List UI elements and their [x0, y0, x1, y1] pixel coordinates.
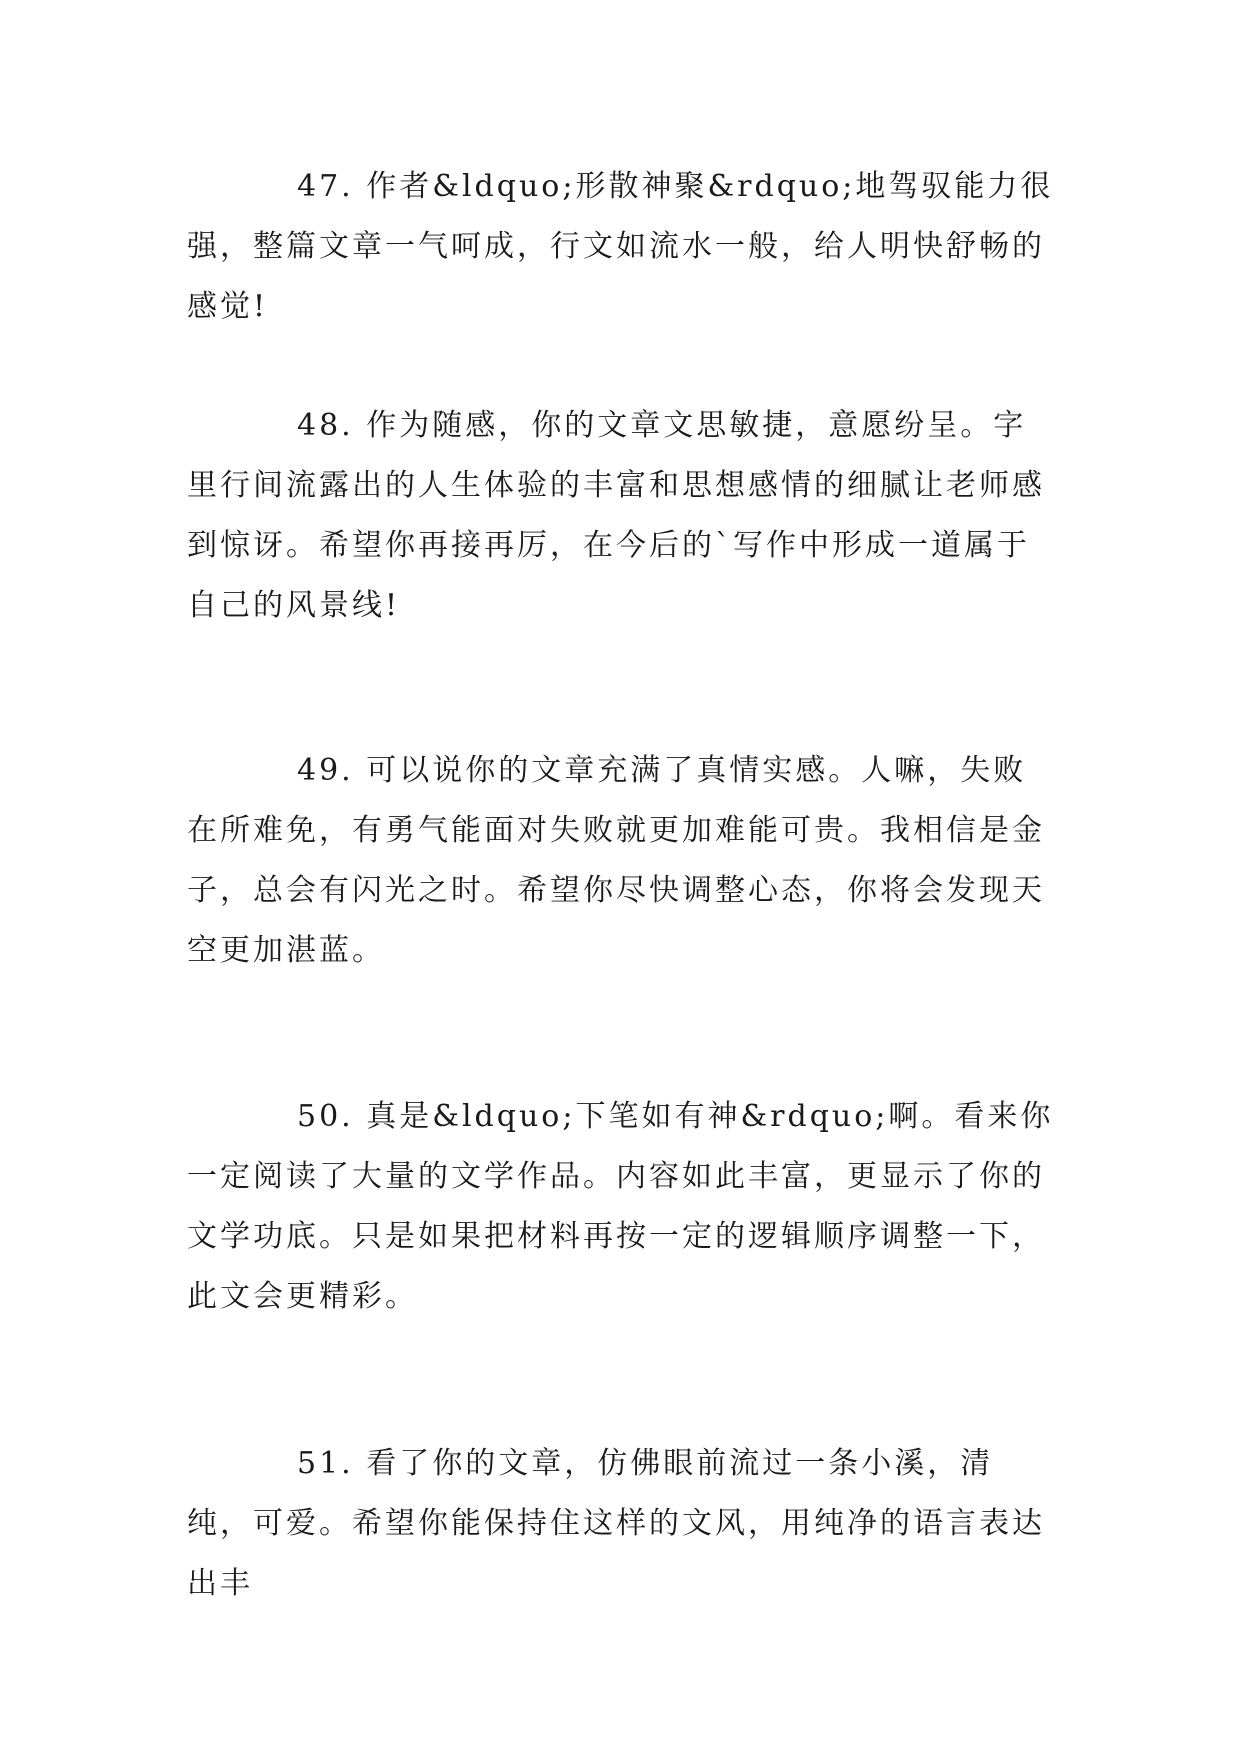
comment-paragraph-47: 47. 作者&ldquo;形散神聚&rdquo;地驾驭能力很强，整篇文章一气呵成，行文如流水一般，给人明快舒畅的感觉! [187, 169, 1054, 324]
comment-paragraph-51: 51. 看了你的文章，仿佛眼前流过一条小溪，清纯，可爱。希望你能保持住这样的文风，用纯净的语言表达出丰 [187, 1446, 1045, 1601]
comment-paragraph-48: 48. 作为随感，你的文章文思敏捷，意愿纷呈。字里行间流露出的人生体验的丰富和思想感情的细腻让老师感到惊讶。希望你再接再厉，在今后的`写作中形成一道属于自己的风景线! [187, 408, 1045, 623]
comment-paragraph-49: 49. 可以说你的文章充满了真情实感。人嘛，失败在所难免，有勇气能面对失败就更加难能可贵。我相信是金子，总会有闪光之时。希望你尽快调整心态，你将会发现天空更加湛蓝。 [187, 753, 1045, 968]
comment-paragraph-50: 50. 真是&ldquo;下笔如有神&rdquo;啊。看来你一定阅读了大量的文学作品。内容如此丰富，更显示了你的文学功底。只是如果把材料再按一定的逻辑顺序调整一下，此文会更精彩。 [187, 1099, 1054, 1314]
